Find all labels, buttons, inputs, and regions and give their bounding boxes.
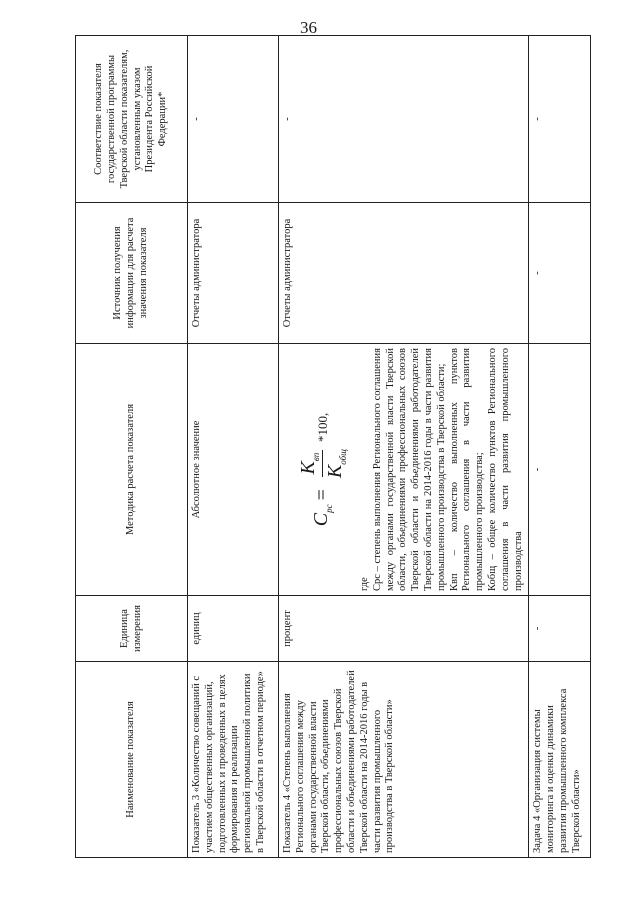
table-header-row [76, 36, 188, 858]
row-correspondence: - [529, 36, 591, 203]
indicators-table [75, 35, 591, 858]
row-source: Отчеты администратора [188, 203, 279, 344]
row-unit: процент [279, 596, 529, 662]
row-unit: - [529, 596, 591, 662]
row-method: Абсолютное значение [188, 344, 279, 596]
row-name: Показатель 4 «Степень выполнения Регионального соглашения между органами государственной власти Тверской области, объединениями профессиональных союзов Тверской области и объединениями работодателей Тверской области на 2014-2016 годы в части развития промышленного производства в Тверской области» [279, 662, 529, 858]
row-source: - [529, 203, 591, 344]
header-correspondence: Соответствие показателя государственной программы Тверской области показателям, установленным указом Президента Российской Федерации* [76, 36, 188, 203]
formula: $C_{pc}$ = $K_{вп}$ $K_{общ}$ *100, [297, 412, 348, 527]
formula-tail: *100, [314, 412, 330, 443]
formula-definition: Кобщ – общее количество пунктов Регионального соглашения в части развития промышленного производства [486, 348, 524, 591]
formula-fraction: $K_{вп}$ $K_{общ}$ [297, 449, 348, 479]
row-correspondence: - [188, 36, 279, 203]
header-source: Источник получения информации для расчета значения показателя [76, 203, 188, 344]
table-row [188, 36, 279, 858]
header-method: Методика расчета показателя [76, 344, 188, 596]
formula-where: где [358, 577, 370, 591]
formula-definition: Квп – количество выполненных пунктов Регионального соглашения в части развития промышленного производства; [448, 348, 486, 591]
table-row [529, 36, 591, 858]
row-source: Отчеты администратора [279, 203, 529, 344]
header-unit: Единица измерения [76, 596, 188, 662]
formula-lhs: $C_{pc}$ [310, 504, 335, 527]
rotated-table-container [75, 36, 582, 858]
row-unit: единиц [188, 596, 279, 662]
row-method-formula [279, 344, 529, 596]
header-name: Наименование показателя [76, 662, 188, 858]
row-method: - [529, 344, 591, 596]
row-name: Задача 4 «Организация системы мониторинга и оценки динамики развития промышленного комплекса Тверской области» [529, 662, 591, 858]
page-number: 36 [300, 18, 317, 37]
row-name: Показатель 3 «Количество совещаний с участием общественных организаций, подготовленных и проведенных в целях формирования и реализации региональной промышленной политики в Тверской области в отчетном периоде» [188, 662, 279, 858]
formula-definition: Срс – степень выполнения Регионального соглашения между органами государственной власти Тверской области, объединениями профессиональных союзов Тверской области и объединениями работодателей Тверской области на 2014-2016 годы в части развития промышленного производства в Тверской области; [371, 348, 447, 591]
table-row [279, 36, 529, 858]
row-correspondence: - [279, 36, 529, 203]
